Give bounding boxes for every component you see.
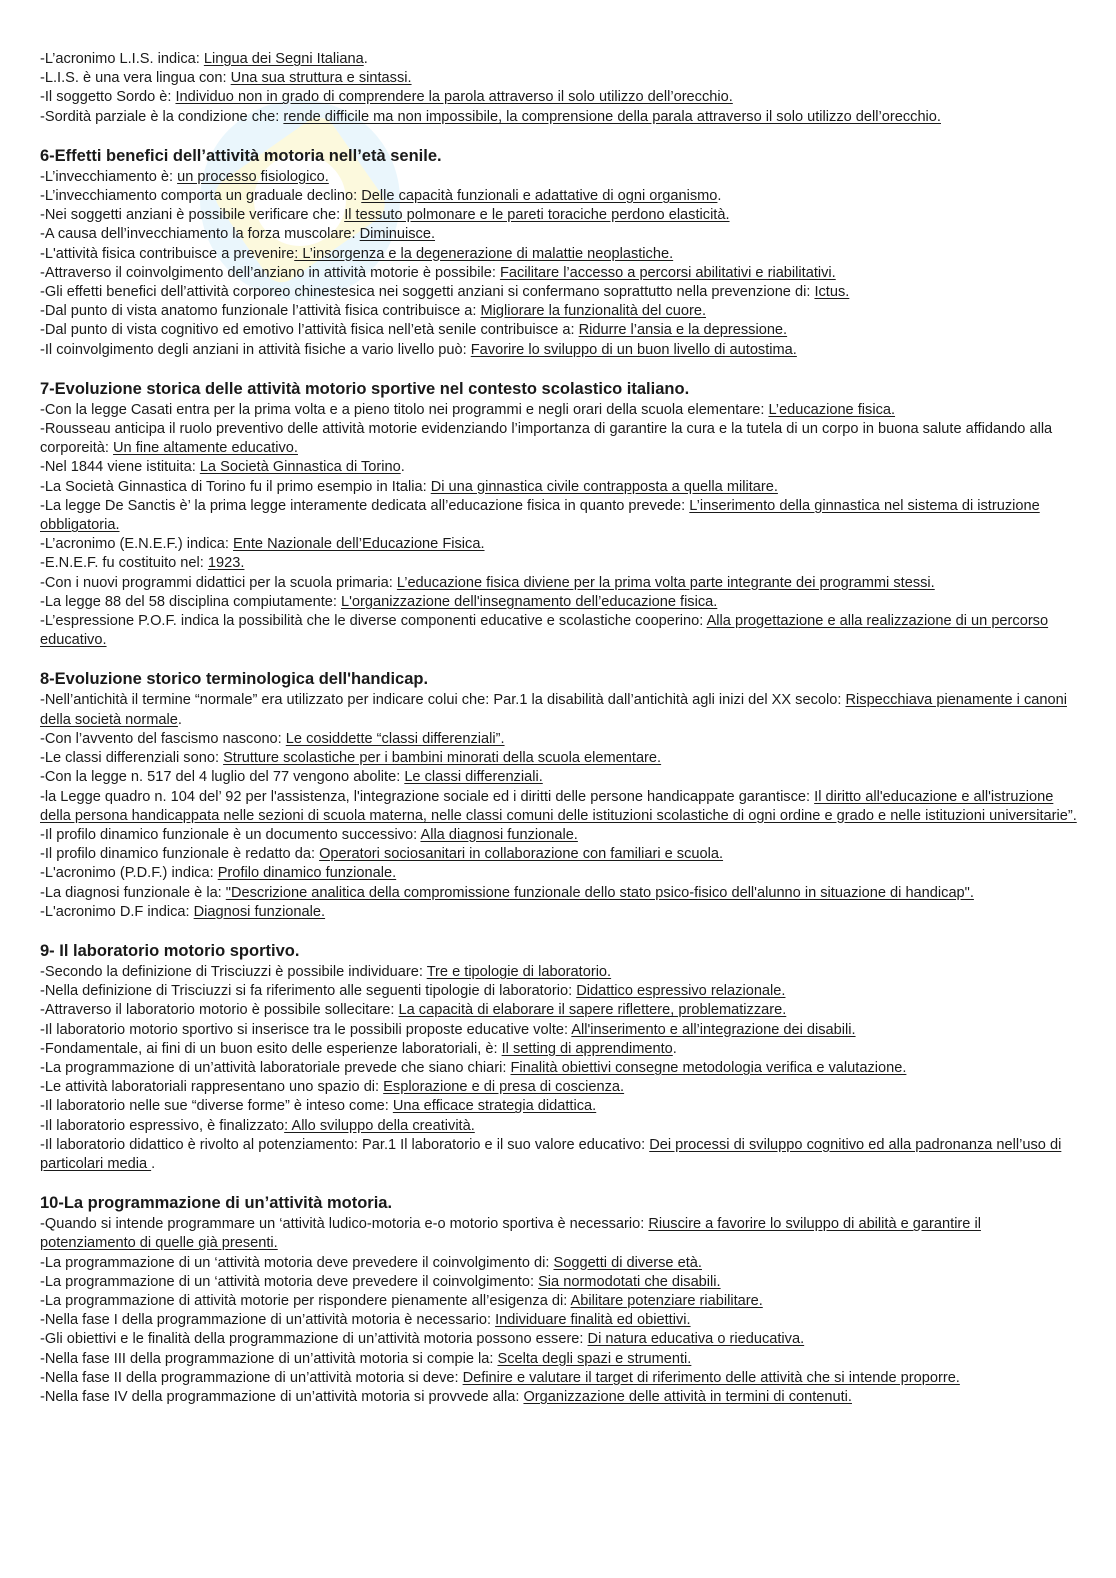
question-text: -Nella fase II della programmazione di un’attività motoria si deve: <box>40 1369 463 1386</box>
section-heading: 9- Il laboratorio motorio sportivo. <box>40 941 300 960</box>
qa-line <box>40 478 1080 497</box>
line-end: . <box>177 711 182 728</box>
line-end: . <box>400 459 405 476</box>
line-end: . <box>363 51 368 67</box>
qa-line <box>40 963 1080 982</box>
qa-line <box>40 1040 1080 1059</box>
section <box>40 146 1080 360</box>
qa-line <box>40 1078 1080 1097</box>
question-text: -E.N.E.F. fu costituito nel: <box>40 555 208 572</box>
answer-text: Favorire lo sviluppo di un buon livello di autostima. <box>470 341 797 358</box>
answer-text: Le cosiddette “classi differenziali”. <box>285 730 505 747</box>
question-text: -Con la legge n. 517 del 4 luglio del 77 vengono abolite: <box>40 769 405 786</box>
qa-line <box>40 1273 1080 1292</box>
answer-text: Diminuisce. <box>359 226 436 243</box>
question-text: -Il soggetto Sordo è: <box>40 89 176 106</box>
question-text: -A causa dell’invecchiamento la forza muscolare: <box>40 226 360 243</box>
qa-line <box>40 730 1080 749</box>
answer-text: : L’insorgenza e la degenerazione di malattie neoplastiche. <box>294 245 674 262</box>
question-text: -Attraverso il coinvolgimento dell’anziano in attività motorie è possibile: <box>40 264 500 281</box>
question-text: -Fondamentale, ai fini di un buon esito delle esperienze laboratoriali, è: <box>40 1040 502 1057</box>
section-heading: 8-Evoluzione storico terminologica dell'handicap. <box>40 670 429 689</box>
question-text: -Dal punto di vista anatomo funzionale l’attività fisica contribuisce a: <box>40 303 481 320</box>
question-text: -La Società Ginnastica di Torino fu il primo esempio in Italia: <box>40 478 431 495</box>
answer-text: Alla diagnosi funzionale. <box>420 826 578 843</box>
question-text: -Il profilo dinamico funzionale è redatto da: <box>40 846 320 863</box>
answer-text: Soggetti di diverse età. <box>553 1254 702 1271</box>
answer-text: Il setting di apprendimento <box>501 1040 673 1057</box>
question-text: -Le attività laboratoriali rappresentano uno spazio di: <box>40 1079 384 1096</box>
qa-line <box>40 458 1080 477</box>
qa-line <box>40 283 1080 302</box>
qa-line <box>40 826 1080 845</box>
question-text: -La legge 88 del 58 disciplina compiutamente: <box>40 593 341 610</box>
question-text: -L’acronimo (E.N.E.F.) indica: <box>40 536 234 553</box>
answer-text: Una efficace strategia didattica. <box>392 1098 597 1115</box>
section <box>40 379 1080 651</box>
answer-text: Finalità obiettivi consegne metodologia verifica e valutazione. <box>510 1059 907 1076</box>
question-text: -Nella fase IV della programmazione di un’attività motoria si provvede alla: <box>40 1388 524 1405</box>
section-heading: 7-Evoluzione storica delle attività motorio sportive nel contesto scolastico italiano. <box>40 379 690 398</box>
question-text: -L’invecchiamento è: <box>40 168 178 185</box>
qa-line <box>40 788 1080 826</box>
question-text: -Attraverso il laboratorio motorio è possibile sollecitare: <box>40 1002 399 1019</box>
qa-line <box>40 1254 1080 1273</box>
qa-line <box>40 401 1080 420</box>
qa-line <box>40 691 1080 729</box>
answer-text: Di una ginnastica civile contrapposta a quella militare. <box>430 478 778 495</box>
question-text: -Nella fase I della programmazione di un’attività motoria è necessario: <box>40 1312 496 1329</box>
question-text: -Dal punto di vista cognitivo ed emotivo l’attività fisica nell’età senile contribuisce a: <box>40 322 579 339</box>
qa-line <box>40 321 1080 340</box>
qa-line <box>40 982 1080 1001</box>
answer-text: Una sua struttura e sintassi. <box>230 70 412 87</box>
question-text: -Nell’antichità il termine “normale” era utilizzato per indicare colui che: Par.1 la disabilità dall’antichità agli inizi del XX secolo: <box>40 692 846 709</box>
question-text: -La programmazione di un’attività laboratoriale prevede che siano chiari: <box>40 1059 511 1076</box>
qa-line <box>40 1330 1080 1349</box>
question-text: -Il laboratorio motorio sportivo si inserisce tra le possibili proposte educative volte: <box>40 1021 572 1038</box>
question-text: -la Legge quadro n. 104 del’ 92 per l'assistenza, l'integrazione sociale ed i diritti delle persone handicappate garantisce: <box>40 788 815 805</box>
qa-line <box>40 884 1080 903</box>
qa-line <box>40 420 1080 458</box>
question-text: -Nei soggetti anziani è possibile verificare che: <box>40 207 345 224</box>
qa-line <box>40 1001 1080 1020</box>
line-end: . <box>717 188 722 205</box>
question-text: -L.I.S. è una vera lingua con: <box>40 70 231 87</box>
answer-text: La capacità di elaborare il sapere riflettere, problematizzare. <box>398 1002 787 1019</box>
answer-text: L’educazione fisica. <box>768 401 896 418</box>
question-text: -Sordità parziale è la condizione che: <box>40 108 284 125</box>
qa-line <box>40 864 1080 883</box>
answer-text: "Descrizione analitica della compromissione funzionale dello stato psico-fisico dell'alunno in situazione di handicap". <box>225 884 974 901</box>
question-text: -Nella fase III della programmazione di un’attività motoria si compie la: <box>40 1350 498 1367</box>
answer-text: Lingua dei Segni Italiana <box>203 51 364 67</box>
answer-text: Migliorare la funzionalità del cuore. <box>480 303 706 320</box>
question-text: -Gli obiettivi e le finalità della programmazione di un’attività motoria possono essere: <box>40 1331 588 1348</box>
qa-line <box>40 768 1080 787</box>
line-end: . <box>672 1040 677 1057</box>
answer-text: Tre e tipologie di laboratorio. <box>426 963 612 980</box>
question-text: -Il laboratorio nelle sue “diverse forme” è inteso come: <box>40 1098 393 1115</box>
sections-container <box>40 146 1080 1407</box>
answer-text: Il tessuto polmonare e le pareti toraciche perdono elasticità. <box>344 207 730 224</box>
section-heading: 10-La programmazione di un’attività motoria. <box>40 1194 393 1213</box>
qa-line <box>40 1059 1080 1078</box>
question-text: -Quando si intende programmare un ‘attività ludico-motoria e-o motorio sportiva è necessario: <box>40 1216 649 1233</box>
question-text: -Con la legge Casati entra per la prima volta e a pieno titolo nei programmi e negli orari della scuola elementare: <box>40 401 769 418</box>
qa-line <box>40 245 1080 264</box>
qa-line <box>40 574 1080 593</box>
qa-line <box>40 1097 1080 1116</box>
question-text: -Con l’avvento del fascismo nascono: <box>40 730 286 747</box>
qa-line <box>40 88 1080 107</box>
answer-text: rende difficile ma non impossibile, la comprensione della parala attraverso il solo utilizzo dell’orecchio. <box>283 108 941 125</box>
answer-text: Operatori sociosanitari in collaborazione con familiari e scuola. <box>319 846 724 863</box>
answer-text: Diagnosi funzionale. <box>193 903 326 920</box>
qa-line <box>40 225 1080 244</box>
question-text: -Gli effetti benefici dell’attività corporeo chinestesica nei soggetti anziani si confermano soprattutto nella prevenzione di: <box>40 284 815 301</box>
qa-line <box>40 749 1080 768</box>
answer-text: Didattico espressivo relazionale. <box>576 983 786 1000</box>
qa-line <box>40 1021 1080 1040</box>
answer-text: : Allo sviluppo della creatività. <box>284 1117 475 1134</box>
qa-line <box>40 1292 1080 1311</box>
answer-text: Ente Nazionale dell’Educazione Fisica. <box>233 536 485 553</box>
answer-text: Alla progettazione e alla realizzazione di un percorso educativo. <box>40 613 1049 649</box>
answer-text: Organizzazione delle attività in termini di contenuti. <box>523 1388 852 1405</box>
qa-line <box>40 593 1080 612</box>
section <box>40 1193 1080 1407</box>
question-text: -L'acronimo (P.D.F.) indica: <box>40 865 218 882</box>
question-text: -Il laboratorio didattico è rivolto al potenziamento: Par.1 Il laboratorio e il suo valore educativo: <box>40 1136 650 1153</box>
answer-text: All'inserimento e all’integrazione dei disabili. <box>571 1021 856 1038</box>
qa-line <box>40 554 1080 573</box>
qa-line <box>40 1388 1080 1407</box>
qa-line <box>40 50 1080 69</box>
answer-text: Delle capacità funzionali e adattative di ogni organismo <box>361 188 718 205</box>
qa-line <box>40 535 1080 554</box>
answer-text: Profilo dinamico funzionale. <box>217 865 397 882</box>
answer-text: La Società Ginnastica di Torino <box>199 459 401 476</box>
question-text: -L'attività fisica contribuisce a prevenire <box>40 245 295 262</box>
qa-line <box>40 1215 1080 1253</box>
answer-text: Facilitare l’accesso a percorsi abilitativi e riabilitativi. <box>499 264 836 281</box>
qa-line <box>40 108 1080 127</box>
section <box>40 941 1080 1174</box>
answer-text: Individuo non in grado di comprendere la parola attraverso il solo utilizzo dell’orecchio. <box>175 89 733 106</box>
answer-text: Ridurre l’ansia e la depressione. <box>578 322 788 339</box>
question-text: -La diagnosi funzionale è la: <box>40 884 226 901</box>
answer-text: L’educazione fisica diviene per la prima volta parte integrante dei programmi stessi. <box>396 574 935 591</box>
section-heading: 6-Effetti benefici dell’attività motoria nell’età senile. <box>40 146 442 165</box>
qa-line <box>40 1136 1080 1174</box>
answer-text: Dei processi di sviluppo cognitivo ed alla padronanza nell’uso di particolari media <box>40 1136 1062 1172</box>
question-text: -La programmazione di un ‘attività motoria deve prevedere il coinvolgimento di: <box>40 1254 554 1271</box>
qa-line <box>40 612 1080 650</box>
qa-line <box>40 69 1080 88</box>
qa-line <box>40 302 1080 321</box>
question-text: -Le classi differenziali sono: <box>40 750 224 767</box>
answer-text: L'organizzazione dell'insegnamento dell’educazione fisica. <box>340 593 718 610</box>
question-text: -La programmazione di un ‘attività motoria deve prevedere il coinvolgimento: <box>40 1273 539 1290</box>
answer-text: Abilitare potenziare riabilitare. <box>570 1292 763 1309</box>
answer-text: Ictus. <box>814 284 850 301</box>
question-text: -Il laboratorio espressivo, è finalizzato <box>40 1117 285 1134</box>
answer-text: Il diritto all'educazione e all'istruzione della persona handicappata nelle sezioni di scuola materna, nelle classi comuni delle istituzioni scolastiche di ogni ordine e grado e nelle istituzioni universitarie”. <box>40 788 1077 824</box>
answer-text: 1923. <box>207 555 245 572</box>
answer-text: Esplorazione e di presa di coscienza. <box>383 1079 625 1096</box>
question-text: -L’acronimo L.I.S. indica: <box>40 51 204 67</box>
answer-text: Definire e valutare il target di riferimento delle attività che si intende proporre. <box>462 1369 960 1386</box>
question-text: -Il profilo dinamico funzionale è un documento successivo: <box>40 826 421 843</box>
question-text: -L'acronimo D.F indica: <box>40 903 194 920</box>
question-text: -Nella definizione di Trisciuzzi si fa riferimento alle seguenti tipologie di laboratorio: <box>40 983 577 1000</box>
answer-text: Un fine altamente educativo. <box>113 440 298 457</box>
qa-line <box>40 168 1080 187</box>
section <box>40 669 1080 921</box>
line-end: . <box>151 1155 156 1172</box>
qa-line <box>40 1117 1080 1136</box>
answer-text: Scelta degli spazi e strumenti. <box>497 1350 692 1367</box>
qa-line <box>40 903 1080 922</box>
answer-text: un processo fisiologico. <box>177 168 329 185</box>
question-text: -Nel 1844 viene istituita: <box>40 459 200 476</box>
answer-text: Strutture scolastiche per i bambini minorati della scuola elementare. <box>223 750 662 767</box>
question-text: -Rousseau anticipa il ruolo preventivo delle attività motorie evidenziando l’importanza di garantire la cura e la tutela di un corpo in buona salute affidando alla corporeità: <box>40 421 1053 457</box>
answer-text: L’inserimento della ginnastica nel sistema di istruzione obbligatoria. <box>40 497 1040 534</box>
qa-line <box>40 187 1080 206</box>
qa-line <box>40 1311 1080 1330</box>
answer-text: Riuscire a favorire lo sviluppo di abilità e garantire il potenziamento di quelle già presenti. <box>40 1216 981 1252</box>
qa-line <box>40 264 1080 283</box>
intro-block <box>40 50 1080 127</box>
document-page <box>40 50 1080 1407</box>
qa-line <box>40 1369 1080 1388</box>
answer-text: Sia normodotati che disabili. <box>538 1273 721 1290</box>
answer-text: Individuare finalità ed obiettivi. <box>495 1312 691 1329</box>
qa-line <box>40 1350 1080 1369</box>
question-text: -La programmazione di attività motorie per rispondere pienamente all’esigenza di: <box>40 1292 571 1309</box>
answer-text: Di natura educativa o rieducativa. <box>587 1331 805 1348</box>
answer-text: Le classi differenziali. <box>404 769 543 786</box>
question-text: -Il coinvolgimento degli anziani in attività fisiche a vario livello può: <box>40 341 471 358</box>
question-text: -L’invecchiamento comporta un graduale declino: <box>40 188 362 205</box>
qa-line <box>40 845 1080 864</box>
qa-line <box>40 341 1080 360</box>
qa-line <box>40 497 1080 535</box>
question-text: -Con i nuovi programmi didattici per la scuola primaria: <box>40 574 397 591</box>
qa-line <box>40 206 1080 225</box>
question-text: -Secondo la definizione di Trisciuzzi è possibile individuare: <box>40 963 427 980</box>
answer-text: Rispecchiava pienamente i canoni della società normale <box>40 692 1067 728</box>
question-text: -L’espressione P.O.F. indica la possibilità che le diverse componenti educative e scolastiche cooperino: <box>40 613 707 630</box>
question-text: -La legge De Sanctis è’ la prima legge interamente dedicata all’educazione fisica in quanto prevede: <box>40 497 690 514</box>
